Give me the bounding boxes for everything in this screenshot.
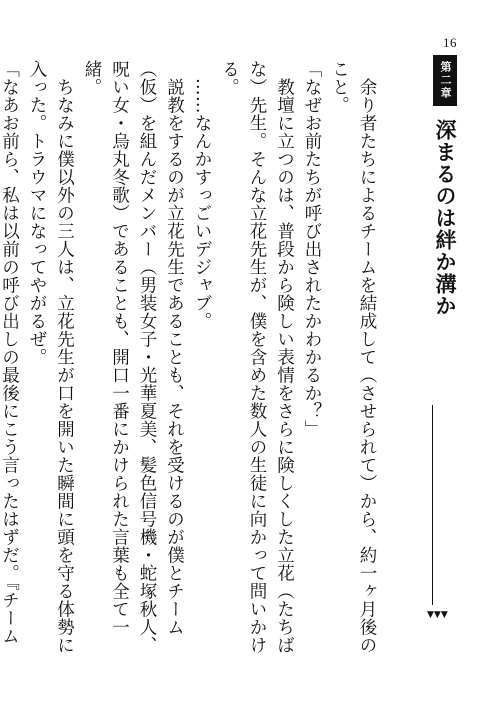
paragraph: 「なあお前ら、私は以前の呼び出しの最後にこう言ったはずだ。『チーム <box>0 60 20 646</box>
body-text <box>0 60 380 660</box>
chapter-title: 深まるのは絆か溝か <box>433 119 457 318</box>
paragraph: ……なんかすっごいデジャブ。 <box>192 60 212 330</box>
chapter-header <box>410 55 460 655</box>
chapter-marks: ▼▼▼ <box>427 610 448 620</box>
chapter-rule <box>432 405 433 605</box>
paragraph: 「なぜお前たちが呼び出されたかわかるか？」 <box>302 60 322 438</box>
paragraph: 教壇に立つのは、普段から険しい表情をさらに険しくした立花（たちばな）先生。そんな立花先生が、僕を含めた数人の生徒に向かって問いかける。 <box>219 60 295 654</box>
page-number: 16 <box>443 35 457 50</box>
paragraph: 余り者たちによるチームを結成して（させられて）から、約一ヶ月後のこと。 <box>329 60 377 654</box>
chapter-label: 第二章 <box>433 55 457 106</box>
paragraph: ちなみに僕以外の三人は、立花先生が口を開いた瞬間に頭を守る体勢に入った。トラウマになってやがるぜ。 <box>27 60 75 654</box>
paragraph: 説教をするのが立花先生であることも、それを受けるのが僕とチーム（仮）を組んだメンバー（男装女子・光華夏美、髪色信号機・蛇塚秋人、呪い女・烏丸冬歌）であることも、開口一番にかけられた言葉も全て一緒。 <box>82 60 185 654</box>
